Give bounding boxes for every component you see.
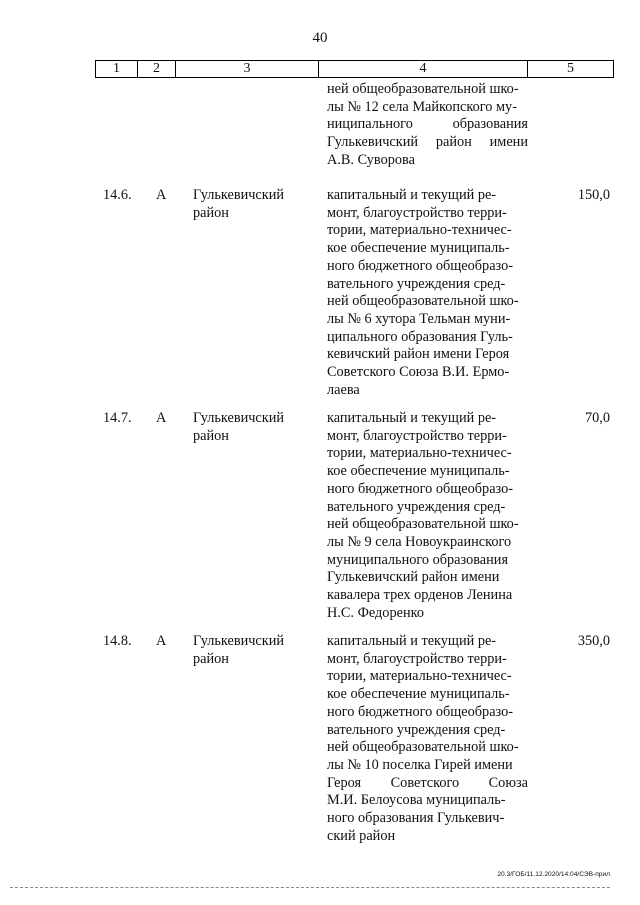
description-line: ного бюджетного общеобразо- bbox=[327, 257, 514, 274]
column-header-5: 5 bbox=[567, 61, 574, 76]
description-line: ней общеобразовательной шко- bbox=[327, 516, 519, 533]
description-line: монт, благоустройство терри- bbox=[327, 427, 507, 444]
description-line: вательного учреждения сред- bbox=[327, 275, 506, 292]
row-category: А bbox=[156, 187, 167, 203]
description-line: кое обеспечение муниципаль- bbox=[327, 686, 510, 703]
district-line: Гулькевичский bbox=[193, 187, 285, 203]
description-line: ский район bbox=[327, 827, 396, 844]
description-line: ней общеобразовательной шко- bbox=[327, 293, 519, 310]
description-line: Гулькевичский район имени bbox=[327, 134, 528, 151]
description-line: ней общеобразовательной шко- bbox=[327, 81, 519, 97]
district-line: Гулькевичский bbox=[193, 410, 285, 426]
description-line: вательного учреждения сред- bbox=[327, 498, 506, 515]
page-number: 40 bbox=[312, 30, 328, 46]
description-line: монт, благоустройство терри- bbox=[327, 650, 507, 667]
district-line: район bbox=[193, 427, 229, 444]
description-line: лаева bbox=[327, 381, 360, 398]
description-line: вательного учреждения сред- bbox=[327, 721, 506, 738]
description-line: кое обеспечение муниципаль- bbox=[327, 240, 510, 257]
description-line: капитальный и текущий ре- bbox=[327, 633, 497, 649]
row-category: А bbox=[156, 633, 167, 649]
description-line: Советского Союза В.И. Ермо- bbox=[327, 364, 510, 381]
description-line: ней общеобразовательной шко- bbox=[327, 739, 519, 756]
column-header-1: 1 bbox=[96, 61, 138, 77]
row-description bbox=[327, 410, 528, 622]
column-header-3: 3 bbox=[176, 61, 319, 77]
description-line: капитальный и текущий ре- bbox=[327, 187, 497, 203]
row-amount: 70,0 bbox=[584, 410, 610, 426]
district-line: район bbox=[193, 204, 229, 221]
description-line: ниципального образования bbox=[327, 116, 528, 133]
description-line: тории, материально-техничес- bbox=[327, 668, 512, 685]
description-line: кевичский район имени Героя bbox=[327, 346, 510, 363]
district-line: Гулькевичский bbox=[193, 633, 285, 649]
row-number: 14.6. bbox=[103, 187, 132, 203]
row-district bbox=[193, 187, 313, 222]
row-district bbox=[193, 410, 313, 445]
description-line: Н.С. Федоренко bbox=[327, 604, 424, 621]
row-number: 14.7. bbox=[103, 410, 132, 426]
description-line: ного бюджетного общеобразо- bbox=[327, 480, 514, 497]
description-line: капитальный и текущий ре- bbox=[327, 410, 497, 426]
description-line: тории, материально-техничес- bbox=[327, 222, 512, 239]
description-line: Героя Советского Союза bbox=[327, 774, 528, 791]
continuation-description bbox=[327, 81, 528, 170]
description-line: лы № 9 села Новоукраинского bbox=[327, 533, 512, 550]
column-header-4: 4 bbox=[319, 61, 528, 77]
column-header-2: 2 bbox=[138, 61, 176, 77]
description-line: кое обеспечение муниципаль- bbox=[327, 463, 510, 480]
description-line: лы № 6 хутора Тельман муни- bbox=[327, 310, 511, 327]
column-header-row bbox=[95, 60, 614, 78]
description-line: ного образования Гулькевич- bbox=[327, 810, 505, 827]
description-line: Гулькевичский район имени bbox=[327, 569, 500, 586]
district-line: район bbox=[193, 650, 229, 667]
row-amount: 150,0 bbox=[577, 187, 610, 203]
document-code: 20.3/ГОБ/11.12.2020/14:04/СЭВ-прил bbox=[497, 871, 610, 878]
row-description bbox=[327, 633, 528, 845]
row-district bbox=[193, 633, 313, 668]
description-line: ного бюджетного общеобразо- bbox=[327, 703, 514, 720]
row-amount: 350,0 bbox=[577, 633, 610, 649]
description-line: монт, благоустройство терри- bbox=[327, 204, 507, 221]
description-line: М.И. Белоусова муниципаль- bbox=[327, 792, 506, 809]
description-line: муниципального образования bbox=[327, 551, 509, 568]
scan-artifact-line bbox=[10, 887, 610, 888]
row-description bbox=[327, 187, 528, 399]
description-line: кавалера трех орденов Ленина bbox=[327, 587, 513, 604]
description-line: А.В. Суворова bbox=[327, 151, 415, 168]
row-category: А bbox=[156, 410, 167, 426]
description-line: лы № 10 поселка Гирей имени bbox=[327, 756, 513, 773]
description-line: лы № 12 села Майкопского му- bbox=[327, 98, 517, 115]
row-number: 14.8. bbox=[103, 633, 132, 649]
description-line: ципального образования Гуль- bbox=[327, 328, 513, 345]
description-line: тории, материально-техничес- bbox=[327, 445, 512, 462]
